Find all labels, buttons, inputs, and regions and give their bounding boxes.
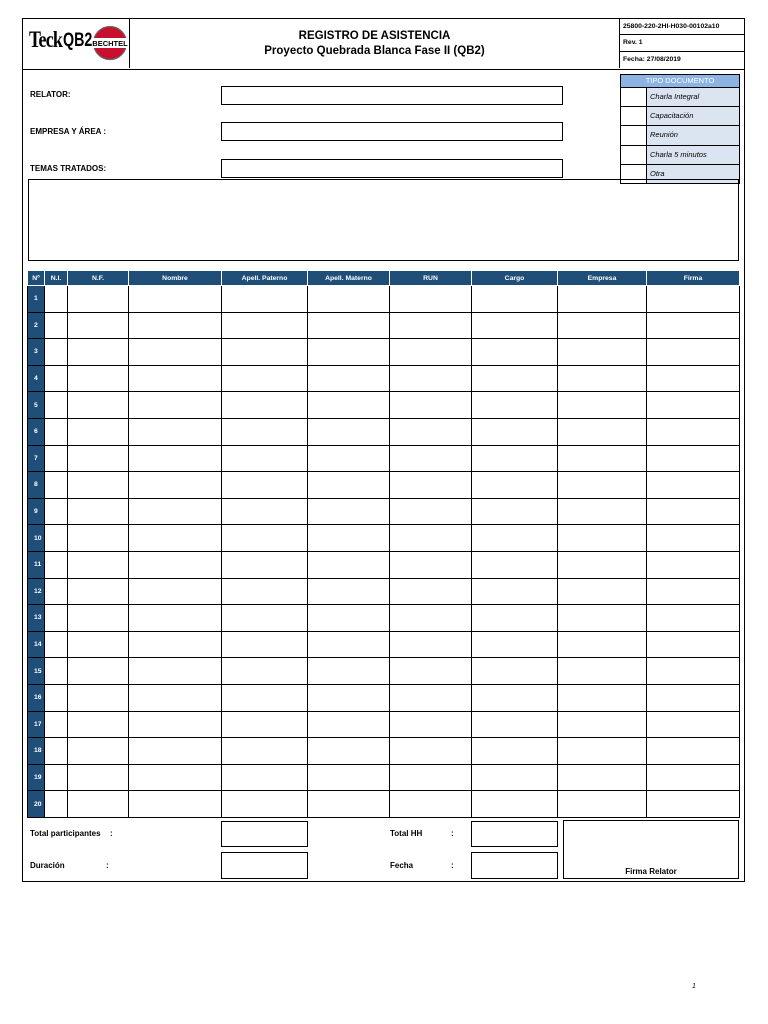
table-cell[interactable] — [472, 578, 558, 605]
table-cell[interactable] — [472, 738, 558, 765]
column-header: Empresa — [558, 271, 647, 286]
table-cell[interactable] — [390, 738, 472, 765]
table-cell[interactable] — [222, 738, 308, 765]
row-number: 4 — [28, 365, 45, 392]
table-cell[interactable] — [558, 339, 647, 366]
table-cell[interactable] — [647, 684, 740, 711]
column-header: Nombre — [129, 271, 222, 286]
table-cell[interactable] — [647, 418, 740, 445]
table-cell[interactable] — [45, 365, 68, 392]
table-cell[interactable] — [222, 312, 308, 339]
table-cell[interactable] — [558, 551, 647, 578]
table-cell[interactable] — [558, 791, 647, 818]
table-cell[interactable] — [647, 392, 740, 419]
tipo-option-label: Reunión — [647, 126, 739, 144]
table-row — [28, 658, 740, 685]
table-row — [28, 312, 740, 339]
table-cell[interactable] — [308, 711, 390, 738]
table-cell[interactable] — [129, 578, 222, 605]
doc-revision: Rev. 1 — [620, 35, 744, 51]
table-cell[interactable] — [390, 339, 472, 366]
table-cell[interactable] — [390, 791, 472, 818]
logo-area — [23, 19, 130, 68]
row-number: 17 — [28, 711, 45, 738]
table-cell[interactable] — [45, 711, 68, 738]
table-cell[interactable] — [472, 711, 558, 738]
tipo-checkbox[interactable] — [621, 107, 647, 125]
table-cell[interactable] — [472, 418, 558, 445]
row-number: 13 — [28, 605, 45, 632]
table-cell[interactable] — [647, 764, 740, 791]
table-cell[interactable] — [472, 392, 558, 419]
table-row — [28, 631, 740, 658]
temas-label: TEMAS TRATADOS: — [30, 164, 107, 173]
table-cell[interactable] — [308, 365, 390, 392]
table-cell[interactable] — [647, 658, 740, 685]
table-row — [28, 711, 740, 738]
table-cell[interactable] — [45, 684, 68, 711]
table-cell[interactable] — [129, 525, 222, 552]
table-cell[interactable] — [558, 631, 647, 658]
row-number: 8 — [28, 472, 45, 499]
table-cell[interactable] — [472, 551, 558, 578]
table-cell[interactable] — [129, 312, 222, 339]
doc-date: Fecha: 27/08/2019 — [623, 55, 681, 63]
table-cell[interactable] — [472, 312, 558, 339]
table-cell[interactable] — [308, 525, 390, 552]
table-cell[interactable] — [472, 286, 558, 313]
table-cell[interactable] — [647, 791, 740, 818]
table-cell[interactable] — [558, 525, 647, 552]
table-cell[interactable] — [308, 764, 390, 791]
table-cell[interactable] — [558, 472, 647, 499]
table-cell[interactable] — [45, 551, 68, 578]
tipo-checkbox[interactable] — [621, 146, 647, 164]
table-cell[interactable] — [129, 764, 222, 791]
table-cell[interactable] — [45, 312, 68, 339]
column-header: N.I. — [45, 271, 68, 286]
table-cell[interactable] — [45, 339, 68, 366]
table-cell[interactable] — [472, 631, 558, 658]
table-cell[interactable] — [45, 525, 68, 552]
empresa-label: EMPRESA Y ÁREA : — [30, 127, 107, 136]
table-cell[interactable] — [308, 498, 390, 525]
table-cell[interactable] — [558, 445, 647, 472]
table-cell[interactable] — [45, 631, 68, 658]
table-cell[interactable] — [129, 605, 222, 632]
column-header: Cargo — [472, 271, 558, 286]
temas-field[interactable] — [221, 159, 563, 178]
row-number: 19 — [28, 764, 45, 791]
table-cell[interactable] — [308, 578, 390, 605]
table-cell[interactable] — [308, 738, 390, 765]
table-cell[interactable] — [558, 711, 647, 738]
table-cell[interactable] — [222, 791, 308, 818]
table-cell[interactable] — [68, 312, 129, 339]
table-cell[interactable] — [222, 525, 308, 552]
table-cell[interactable] — [222, 631, 308, 658]
document-header — [22, 18, 745, 70]
table-cell[interactable] — [129, 418, 222, 445]
row-number: 2 — [28, 312, 45, 339]
table-row — [28, 525, 740, 552]
fecha-field[interactable] — [471, 852, 558, 879]
document-title: REGISTRO DE ASISTENCIA — [298, 29, 451, 42]
table-cell[interactable] — [45, 418, 68, 445]
row-number: 11 — [28, 551, 45, 578]
table-cell[interactable] — [45, 392, 68, 419]
table-cell[interactable] — [68, 392, 129, 419]
table-cell[interactable] — [647, 445, 740, 472]
column-header: N.F. — [68, 271, 129, 286]
column-header: Nº — [28, 271, 45, 286]
table-cell[interactable] — [222, 365, 308, 392]
table-row — [28, 445, 740, 472]
table-cell[interactable] — [68, 498, 129, 525]
row-number: 10 — [28, 525, 45, 552]
table-cell[interactable] — [129, 631, 222, 658]
title-area — [130, 19, 620, 68]
table-cell[interactable] — [222, 711, 308, 738]
table-cell[interactable] — [558, 312, 647, 339]
table-cell[interactable] — [68, 711, 129, 738]
table-cell[interactable] — [390, 392, 472, 419]
table-cell[interactable] — [129, 392, 222, 419]
tipo-documento-title: TIPO DOCUMENTO — [620, 74, 740, 88]
table-cell[interactable] — [222, 658, 308, 685]
table-cell[interactable] — [390, 418, 472, 445]
table-cell[interactable] — [558, 286, 647, 313]
table-cell[interactable] — [68, 791, 129, 818]
table-cell[interactable] — [308, 472, 390, 499]
tipo-option — [620, 146, 740, 165]
tipo-checkbox[interactable] — [621, 126, 647, 144]
table-cell[interactable] — [222, 684, 308, 711]
table-cell[interactable] — [45, 286, 68, 313]
table-cell[interactable] — [68, 605, 129, 632]
table-cell[interactable] — [68, 418, 129, 445]
row-number: 9 — [28, 498, 45, 525]
relator-field[interactable] — [221, 86, 563, 105]
table-cell[interactable] — [68, 525, 129, 552]
table-cell[interactable] — [129, 445, 222, 472]
row-number: 5 — [28, 392, 45, 419]
table-cell[interactable] — [308, 631, 390, 658]
row-number: 12 — [28, 578, 45, 605]
table-cell[interactable] — [222, 286, 308, 313]
attendance-table — [27, 270, 740, 818]
row-number: 1 — [28, 286, 45, 313]
table-cell[interactable] — [390, 605, 472, 632]
table-row — [28, 498, 740, 525]
document-subtitle: Proyecto Quebrada Blanca Fase II (QB2) — [264, 44, 485, 57]
table-cell[interactable] — [68, 738, 129, 765]
fecha-colon: : — [451, 861, 454, 870]
table-cell[interactable] — [647, 631, 740, 658]
teck-logo: Teck — [29, 27, 63, 52]
table-row — [28, 791, 740, 818]
table-cell[interactable] — [390, 684, 472, 711]
row-number: 16 — [28, 684, 45, 711]
table-cell[interactable] — [647, 498, 740, 525]
table-cell[interactable] — [222, 339, 308, 366]
table-cell[interactable] — [390, 445, 472, 472]
table-cell[interactable] — [45, 605, 68, 632]
row-number: 3 — [28, 339, 45, 366]
table-cell[interactable] — [558, 498, 647, 525]
row-number: 7 — [28, 445, 45, 472]
row-number: 15 — [28, 658, 45, 685]
table-cell[interactable] — [129, 339, 222, 366]
table-row — [28, 339, 740, 366]
tipo-checkbox[interactable] — [621, 88, 647, 106]
table-cell[interactable] — [308, 551, 390, 578]
table-cell[interactable] — [68, 631, 129, 658]
table-row — [28, 764, 740, 791]
table-row — [28, 605, 740, 632]
table-cell[interactable] — [308, 339, 390, 366]
table-row — [28, 684, 740, 711]
table-cell[interactable] — [129, 658, 222, 685]
table-cell[interactable] — [222, 578, 308, 605]
page-number: 1 — [692, 983, 696, 990]
table-cell[interactable] — [472, 764, 558, 791]
total-hh-colon: : — [451, 829, 454, 838]
table-cell[interactable] — [558, 365, 647, 392]
table-cell[interactable] — [222, 472, 308, 499]
table-cell[interactable] — [129, 472, 222, 499]
table-cell[interactable] — [68, 365, 129, 392]
table-cell[interactable] — [222, 392, 308, 419]
tipo-documento — [620, 74, 740, 184]
fecha-label: Fecha — [390, 861, 414, 870]
table-cell[interactable] — [68, 445, 129, 472]
table-cell[interactable] — [472, 472, 558, 499]
table-cell[interactable] — [45, 791, 68, 818]
tipo-option — [620, 107, 740, 126]
table-cell[interactable] — [308, 684, 390, 711]
table-cell[interactable] — [558, 658, 647, 685]
tipo-option-label: Otra — [647, 165, 739, 183]
table-cell[interactable] — [308, 312, 390, 339]
table-cell[interactable] — [472, 684, 558, 711]
table-cell[interactable] — [390, 472, 472, 499]
table-cell[interactable] — [308, 445, 390, 472]
table-cell[interactable] — [129, 791, 222, 818]
firma-relator-label: Firma Relator — [625, 867, 677, 876]
table-cell[interactable] — [45, 498, 68, 525]
table-cell[interactable] — [222, 445, 308, 472]
table-cell[interactable] — [68, 658, 129, 685]
table-cell[interactable] — [390, 578, 472, 605]
table-cell[interactable] — [45, 472, 68, 499]
table-cell[interactable] — [129, 498, 222, 525]
table-cell[interactable] — [558, 764, 647, 791]
tipo-option-label: Capacitación — [647, 107, 739, 125]
table-cell[interactable] — [390, 711, 472, 738]
table-cell[interactable] — [472, 445, 558, 472]
column-header: Apell. Paterno — [222, 271, 308, 286]
table-cell[interactable] — [222, 418, 308, 445]
table-cell[interactable] — [45, 764, 68, 791]
table-row — [28, 551, 740, 578]
doc-code: 25800-220-2HI-H030-00102a10 — [620, 19, 744, 35]
tipo-option — [620, 126, 740, 145]
table-cell[interactable] — [45, 738, 68, 765]
table-cell[interactable] — [647, 605, 740, 632]
row-number: 6 — [28, 418, 45, 445]
total-hh-field[interactable] — [471, 821, 558, 847]
table-cell[interactable] — [472, 525, 558, 552]
table-cell[interactable] — [390, 658, 472, 685]
tipo-option-label: Charla 5 minutos — [647, 146, 739, 164]
table-cell[interactable] — [647, 711, 740, 738]
temas-textarea[interactable] — [28, 179, 739, 261]
bechtel-logo-icon — [92, 25, 128, 61]
document-meta — [620, 19, 744, 68]
duracion-label: Duración — [30, 861, 65, 870]
table-cell[interactable] — [472, 498, 558, 525]
table-cell[interactable] — [308, 286, 390, 313]
table-row — [28, 418, 740, 445]
table-cell[interactable] — [558, 578, 647, 605]
relator-label: RELATOR: — [30, 90, 71, 99]
empresa-field[interactable] — [221, 122, 563, 141]
table-cell[interactable] — [68, 764, 129, 791]
table-cell[interactable] — [45, 658, 68, 685]
table-body — [28, 286, 740, 818]
column-header: Firma — [647, 271, 740, 286]
table-cell[interactable] — [472, 791, 558, 818]
table-cell[interactable] — [222, 498, 308, 525]
table-cell[interactable] — [558, 392, 647, 419]
table-cell[interactable] — [308, 605, 390, 632]
table-cell[interactable] — [390, 525, 472, 552]
table-cell[interactable] — [558, 684, 647, 711]
table-cell[interactable] — [390, 498, 472, 525]
table-row — [28, 738, 740, 765]
table-cell[interactable] — [390, 312, 472, 339]
total-participantes-label: Total participantes — [30, 829, 101, 838]
row-number: 18 — [28, 738, 45, 765]
table-cell[interactable] — [390, 764, 472, 791]
table-cell[interactable] — [472, 339, 558, 366]
table-row — [28, 578, 740, 605]
total-participantes-field[interactable] — [221, 821, 308, 847]
duracion-colon: : — [106, 861, 109, 870]
column-header: RUN — [390, 271, 472, 286]
table-cell[interactable] — [129, 286, 222, 313]
table-cell[interactable] — [68, 578, 129, 605]
table-cell[interactable] — [647, 339, 740, 366]
table-cell[interactable] — [308, 791, 390, 818]
table-cell[interactable] — [129, 365, 222, 392]
table-cell[interactable] — [68, 472, 129, 499]
table-cell[interactable] — [647, 525, 740, 552]
table-cell[interactable] — [45, 445, 68, 472]
table-cell[interactable] — [390, 365, 472, 392]
table-cell[interactable] — [222, 551, 308, 578]
bechtel-logo-text: BECHTEL — [92, 39, 128, 48]
table-header-row — [28, 271, 740, 286]
table-cell[interactable] — [647, 312, 740, 339]
table-cell[interactable] — [647, 738, 740, 765]
table-cell[interactable] — [308, 418, 390, 445]
table-cell[interactable] — [68, 551, 129, 578]
table-cell[interactable] — [390, 631, 472, 658]
table-cell[interactable] — [647, 578, 740, 605]
table-cell[interactable] — [45, 578, 68, 605]
total-hh-label: Total HH — [390, 829, 423, 838]
total-participantes-colon: : — [110, 829, 113, 838]
column-header: Apell. Materno — [308, 271, 390, 286]
table-cell[interactable] — [647, 286, 740, 313]
table-cell[interactable] — [647, 472, 740, 499]
table-cell[interactable] — [647, 365, 740, 392]
table-cell[interactable] — [129, 711, 222, 738]
table-cell[interactable] — [129, 551, 222, 578]
qb2-logo: QB2 — [63, 30, 93, 51]
table-cell[interactable] — [222, 605, 308, 632]
table-cell[interactable] — [472, 658, 558, 685]
table-cell[interactable] — [472, 605, 558, 632]
table-cell[interactable] — [129, 738, 222, 765]
table-cell[interactable] — [308, 658, 390, 685]
duracion-field[interactable] — [221, 852, 308, 879]
table-cell[interactable] — [308, 392, 390, 419]
row-number: 14 — [28, 631, 45, 658]
table-cell[interactable] — [390, 551, 472, 578]
table-row — [28, 365, 740, 392]
table-row — [28, 472, 740, 499]
row-number: 20 — [28, 791, 45, 818]
table-cell[interactable] — [68, 286, 129, 313]
table-cell[interactable] — [68, 684, 129, 711]
table-cell[interactable] — [129, 684, 222, 711]
table-cell[interactable] — [558, 605, 647, 632]
tipo-option-label: Charla Integral — [647, 88, 739, 106]
table-cell[interactable] — [558, 738, 647, 765]
table-cell[interactable] — [558, 418, 647, 445]
table-row — [28, 392, 740, 419]
table-cell[interactable] — [222, 764, 308, 791]
tipo-option — [620, 88, 740, 107]
table-cell[interactable] — [390, 286, 472, 313]
table-row — [28, 286, 740, 313]
table-cell[interactable] — [647, 551, 740, 578]
table-cell[interactable] — [472, 365, 558, 392]
table-cell[interactable] — [68, 339, 129, 366]
